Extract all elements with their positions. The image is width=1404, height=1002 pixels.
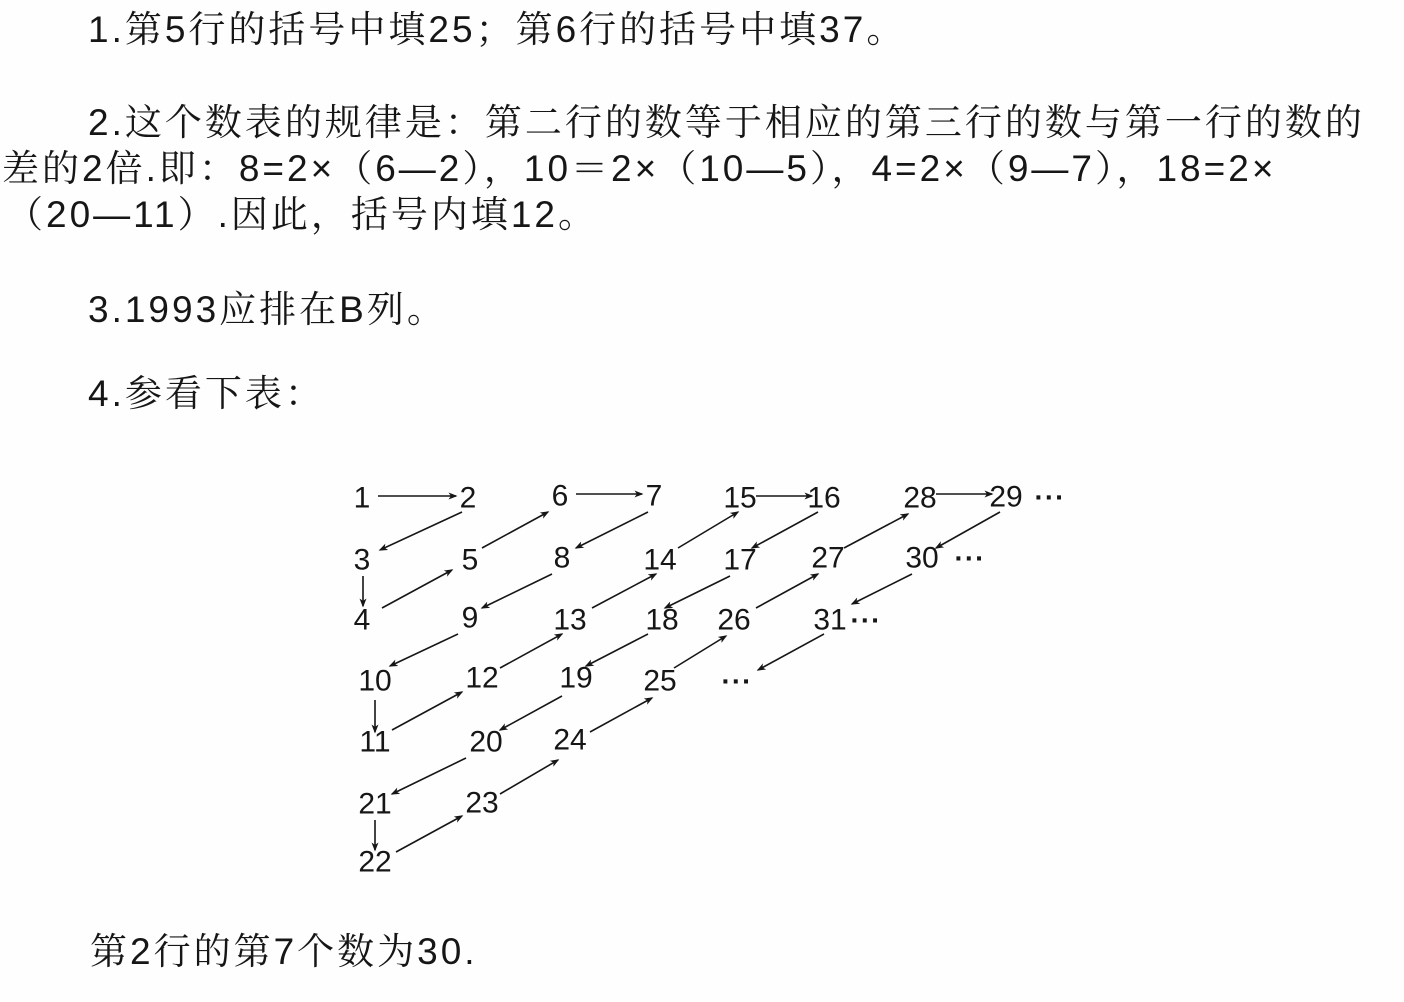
arrow-27-to-28: [844, 514, 908, 548]
diagram-ellipsis: ···: [1034, 481, 1066, 513]
arrow-16-to-17: [752, 512, 818, 548]
arrow-7-to-8: [576, 512, 648, 548]
diagram-number-26: 26: [717, 603, 751, 637]
answer-2-line-2: 差的2倍.即：8=2×（6—2），10＝2×（10—5），4=2×（9—7），18=2×: [2, 148, 1277, 189]
arrow-20-to-21: [392, 758, 466, 794]
arrow-5-to-6: [482, 512, 548, 548]
arrow-24-to-25: [590, 698, 652, 732]
diagram-number-5: 5: [461, 543, 479, 577]
diagram-number-25: 25: [643, 664, 677, 698]
diagram-number-13: 13: [553, 603, 587, 637]
answer-4-text: 4.参看下表：: [88, 373, 325, 414]
diagram-number-23: 23: [465, 786, 499, 820]
diagram-number-27: 27: [811, 541, 845, 575]
diagram-number-21: 21: [358, 787, 392, 821]
arrow-31-to-ellipsis: [758, 634, 824, 670]
diagram-number-22: 22: [358, 845, 392, 879]
diagram-number-12: 12: [465, 661, 499, 695]
answer-2-line-1: 2.这个数表的规律是：第二行的数等于相应的第三行的数与第一行的数的: [88, 102, 1365, 143]
number-table-diagram: [340, 470, 1080, 900]
diagram-number-2: 2: [459, 481, 477, 515]
diagram-number-19: 19: [559, 661, 593, 695]
arrow-4-to-5: [382, 570, 452, 608]
diagram-number-1: 1: [353, 481, 371, 515]
arrow-25-to-26: [674, 636, 726, 668]
diagram-number-18: 18: [645, 603, 679, 637]
diagram-number-14: 14: [643, 543, 677, 577]
arrow-26-to-27: [756, 574, 818, 608]
arrow-8-to-9: [482, 574, 552, 608]
diagram-number-15: 15: [723, 481, 757, 515]
arrow-12-to-13: [500, 634, 562, 668]
diagram-number-10: 10: [358, 664, 392, 698]
diagram-number-30: 30: [905, 541, 939, 575]
diagram-ellipsis: ···: [721, 665, 753, 697]
diagram-number-11: 11: [359, 725, 391, 759]
answer-2-line-3: （20—11）.因此，括号内填12。: [6, 194, 598, 235]
diagram-number-29: 29: [989, 480, 1023, 514]
diagram-number-8: 8: [553, 541, 571, 575]
arrow-11-to-12: [392, 692, 462, 730]
diagram-number-7: 7: [645, 479, 663, 513]
diagram-number-24: 24: [553, 723, 587, 757]
diagram-number-31: 31: [813, 603, 847, 637]
diagram-number-16: 16: [807, 481, 841, 515]
arrow-22-to-23: [396, 816, 462, 852]
arrow-9-to-10: [390, 634, 458, 666]
diagram-number-9: 9: [461, 601, 479, 635]
diagram-number-3: 3: [353, 543, 371, 577]
diagram-number-4: 4: [353, 603, 371, 637]
answer-1-text: 1.第5行的括号中填25；第6行的括号中填37。: [88, 9, 907, 50]
arrow-23-to-24: [500, 760, 558, 794]
diagram-number-6: 6: [551, 479, 569, 513]
diagram-number-17: 17: [723, 543, 757, 577]
arrow-2-to-3: [380, 512, 462, 550]
answer-3-text: 3.1993应排在B列。: [88, 289, 447, 330]
diagram-number-28: 28: [903, 481, 937, 515]
arrow-30-to-31: [852, 574, 912, 604]
answer-4-conclusion: 第2行的第7个数为30.: [90, 931, 478, 972]
diagram-number-20: 20: [469, 725, 503, 759]
arrow-18-to-19: [586, 634, 648, 666]
diagram-ellipsis: ···: [954, 542, 986, 574]
diagram-ellipsis: ···: [850, 604, 882, 636]
